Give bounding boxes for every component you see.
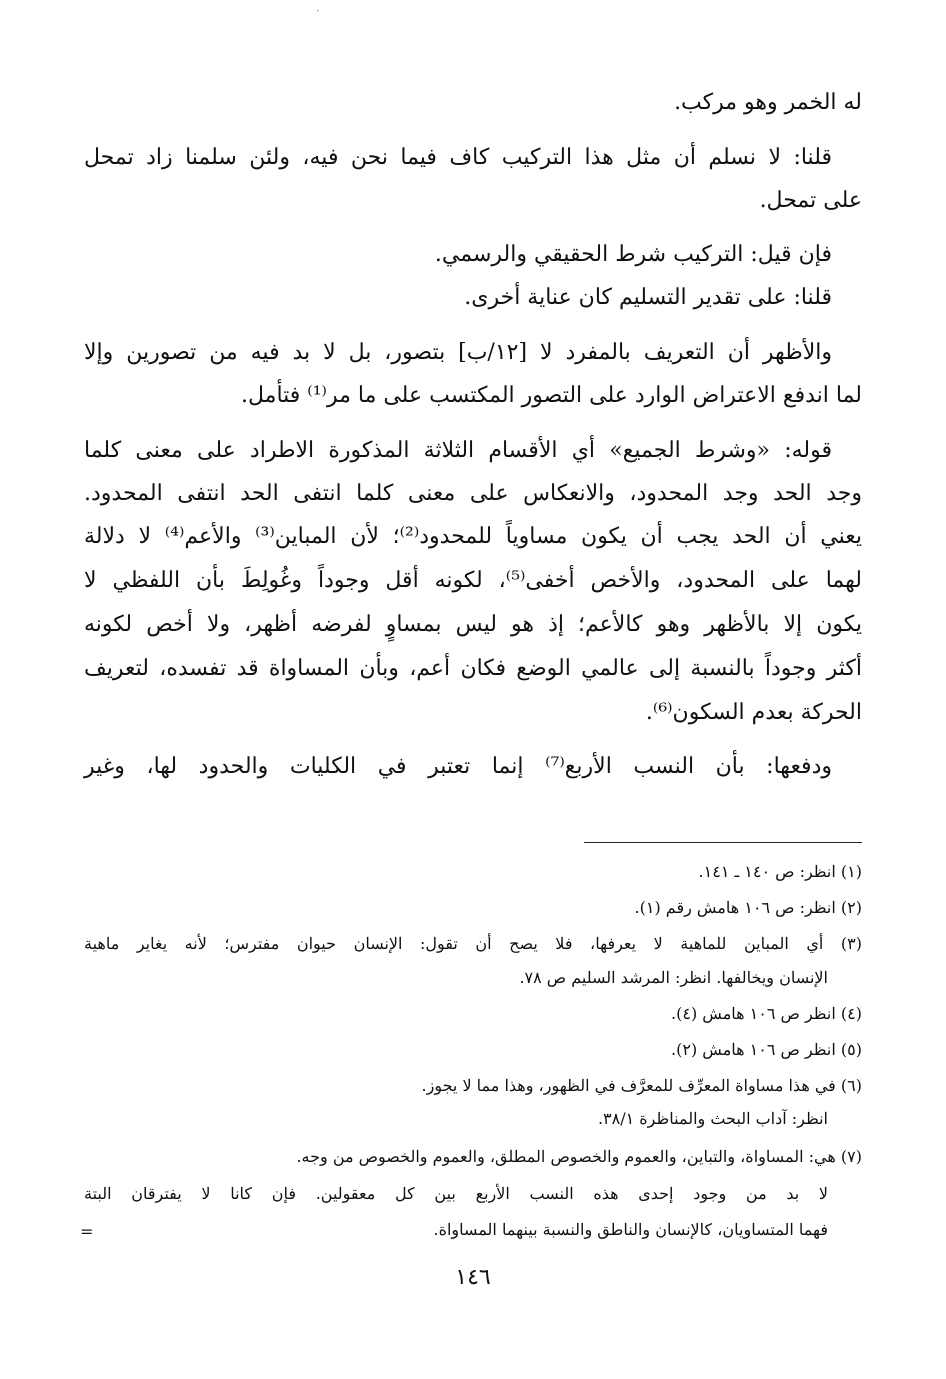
body-line: له الخمر وهو مركب. xyxy=(674,90,862,115)
body-line: قوله: «وشرط الجميع» أي الأقسام الثلاثة المذكورة الاطراد على معنى كلما xyxy=(84,438,832,463)
footnote-line: (٦) في هذا مساواة المعرِّف للمعرَّف في الظهور، وهذا مما لا يجوز. xyxy=(421,1076,862,1095)
footnote-line: الإنسان ويخالفها. انظر: المرشد السليم ص ٧٨. xyxy=(519,968,828,987)
body-line: يعني أن الحد يجب أن يكون مساوياً للمحدود⁽²⁾؛ لأن المباين⁽³⁾ والأعم⁽⁴⁾ لا دلالة xyxy=(84,524,862,549)
body-line: فإن قيل: التركيب شرط الحقيقي والرسمي. xyxy=(434,242,832,267)
footnote-line: انظر: آداب البحث والمناظرة ٣٨/١. xyxy=(597,1109,828,1128)
body-line: وجد الحد وجد المحدود، والانعكاس على معنى كلما انتفى الحد انتفى المحدود. xyxy=(84,481,862,506)
body-line: لما اندفع الاعتراض الوارد على التصور المكتسب على ما مر⁽¹⁾ فتأمل. xyxy=(241,383,862,408)
footnote-line: (١) انظر: ص ١٤٠ ـ ١٤١. xyxy=(698,862,862,881)
body-line: ودفعها: بأن النسب الأربع⁽⁷⁾ إنما تعتبر في الكليات والحدود لها، وغير xyxy=(84,754,832,779)
footnote-line: لا بد من وجود إحدى هذه النسب الأربع بين كل معقولين. فإن كانا لا يفترقان البتة xyxy=(84,1184,828,1203)
body-line: يكون إلا بالأظهر وهو كالأعم؛ إذ هو ليس بمساوٍ لفرضه أظهر، ولا أخص لكونه xyxy=(84,612,862,637)
footnote-line: (٢) انظر: ص ١٠٦ هامش رقم (١). xyxy=(634,898,862,917)
page-number: ١٤٦ xyxy=(455,1265,491,1290)
footnote-line: (٣) أي المباين للماهية لا يعرفها، فلا يصح أن تقول: الإنسان حيوان مفترس؛ لأنه يغاير ماهية xyxy=(84,934,863,953)
body-line: أكثر وجوداً بالنسبة إلى عالمي الوضع فكان أعم، وبأن المساواة قد تفسده، لتعريف xyxy=(84,656,862,681)
continuation-mark: = xyxy=(80,1222,94,1241)
body-line: لهما على المحدود، والأخص أخفى⁽⁵⁾، لكونه أقل وجوداً وغُولِطَ بأن اللفظي لا xyxy=(84,568,862,593)
scan-dot: · xyxy=(316,4,320,18)
footnote-line: فهما المتساويان، كالإنسان والناطق والنسبة بينهما المساواة. xyxy=(433,1220,828,1239)
body-line: قلنا: على تقدير التسليم كان عناية أخرى. xyxy=(464,285,832,310)
footnote-line: (٧) هي: المساواة، والتباين، والعموم والخصوص المطلق، والعموم والخصوص من وجه. xyxy=(296,1147,862,1166)
body-line: على تمحل. xyxy=(759,188,862,213)
footnote-line: (٥) انظر ص ١٠٦ هامش (٢). xyxy=(671,1040,862,1059)
body-line: والأظهر أن التعريف بالمفرد لا [١٢/ب] بتصور، بل لا بد فيه من تصورين وإلا xyxy=(84,340,832,365)
body-line: قلنا: لا نسلم أن مثل هذا التركيب كاف فيما نحن فيه، ولئن سلمنا زاد تمحل xyxy=(84,145,832,170)
body-line: الحركة بعدم السكون⁽⁶⁾. xyxy=(645,700,862,725)
footnote-line: (٤) انظر ص ١٠٦ هامش (٤). xyxy=(671,1004,862,1023)
footnote-separator xyxy=(584,842,862,843)
